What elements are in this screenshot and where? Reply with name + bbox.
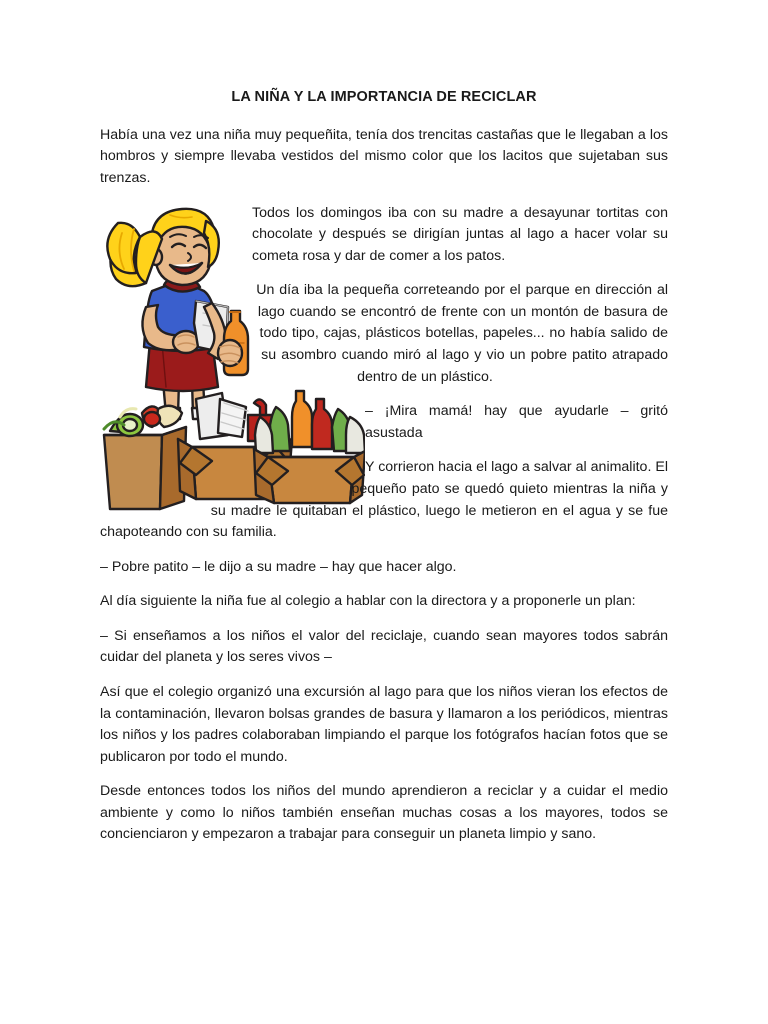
illustrated-text-block bbox=[100, 203, 668, 544]
document-content bbox=[100, 88, 668, 846]
paragraph-sundays: Todos los domingos iba con su madre a desayunar tortitas con chocolate y después se dirigían juntas al lago a hacer volar su cometa rosa y dar de comer a los patos. bbox=[252, 204, 668, 264]
paragraph-rescue: Y corrieron hacia el lago a salvar al animalito. El pequeño pato se quedó quieto mientras la niña y su madre le quitaban el plástico, luego le metieron en el agua y se fue chapoteando con su familia. bbox=[100, 459, 668, 541]
paragraph-school: Al día siguiente la niña fue al colegio a hablar con la directora y a proponerle un plan: bbox=[100, 593, 636, 610]
paragraph-intro: Había una vez una niña muy pequeñita, tenía dos trencitas castañas que le llegaban a los hombros y siempre llevaba vestidos del mismo color que los lacitos que sujetaban sus trenzas. bbox=[100, 126, 668, 186]
paragraph-dialogue-pobre: – Pobre patito – le dijo a su madre – hay que hacer algo. bbox=[100, 558, 457, 575]
paragraph-dialogue-mira: – ¡Mira mamá! hay que ayudarle – gritó asustada bbox=[365, 403, 668, 441]
page-title: LA NIÑA Y LA IMPORTANCIA DE RECICLAR bbox=[231, 89, 537, 105]
paragraph-excursion: Así que el colegio organizó una excursión al lago para que los niños vieran los efectos de la contaminación, llevaron bolsas grandes de basura y llamaron a los periódicos, mientras los niños y los padres colaboraban limpiando el parque los fotógrafos hacían fotos que se publicaron por todo el mundo. bbox=[100, 683, 668, 765]
paragraph-dialogue-plan: – Si enseñamos a los niños el valor del reciclaje, cuando sean mayores todos sabrán cuidar del planeta y los seres vivos – bbox=[100, 627, 668, 666]
paragraph-ending: Desde entonces todos los niños del mundo aprendieron a reciclar y a cuidar el medio ambiente y como lo niños también enseñan muchas cosas a los mayores, todos se concienciaron y empezaron a trabajar para conseguir un planeta limpio y sano. bbox=[100, 783, 668, 843]
paragraph-oneday: Un día iba la pequeña correteando por el parque en dirección al lago cuando se encontró de frente con un montón de basura de todo tipo, cajas, plásticos botellas, papeles... no había salido de su asombro cuando miró al lago y vio un pobre patito atrapado dentro de un plástico. bbox=[256, 282, 668, 385]
